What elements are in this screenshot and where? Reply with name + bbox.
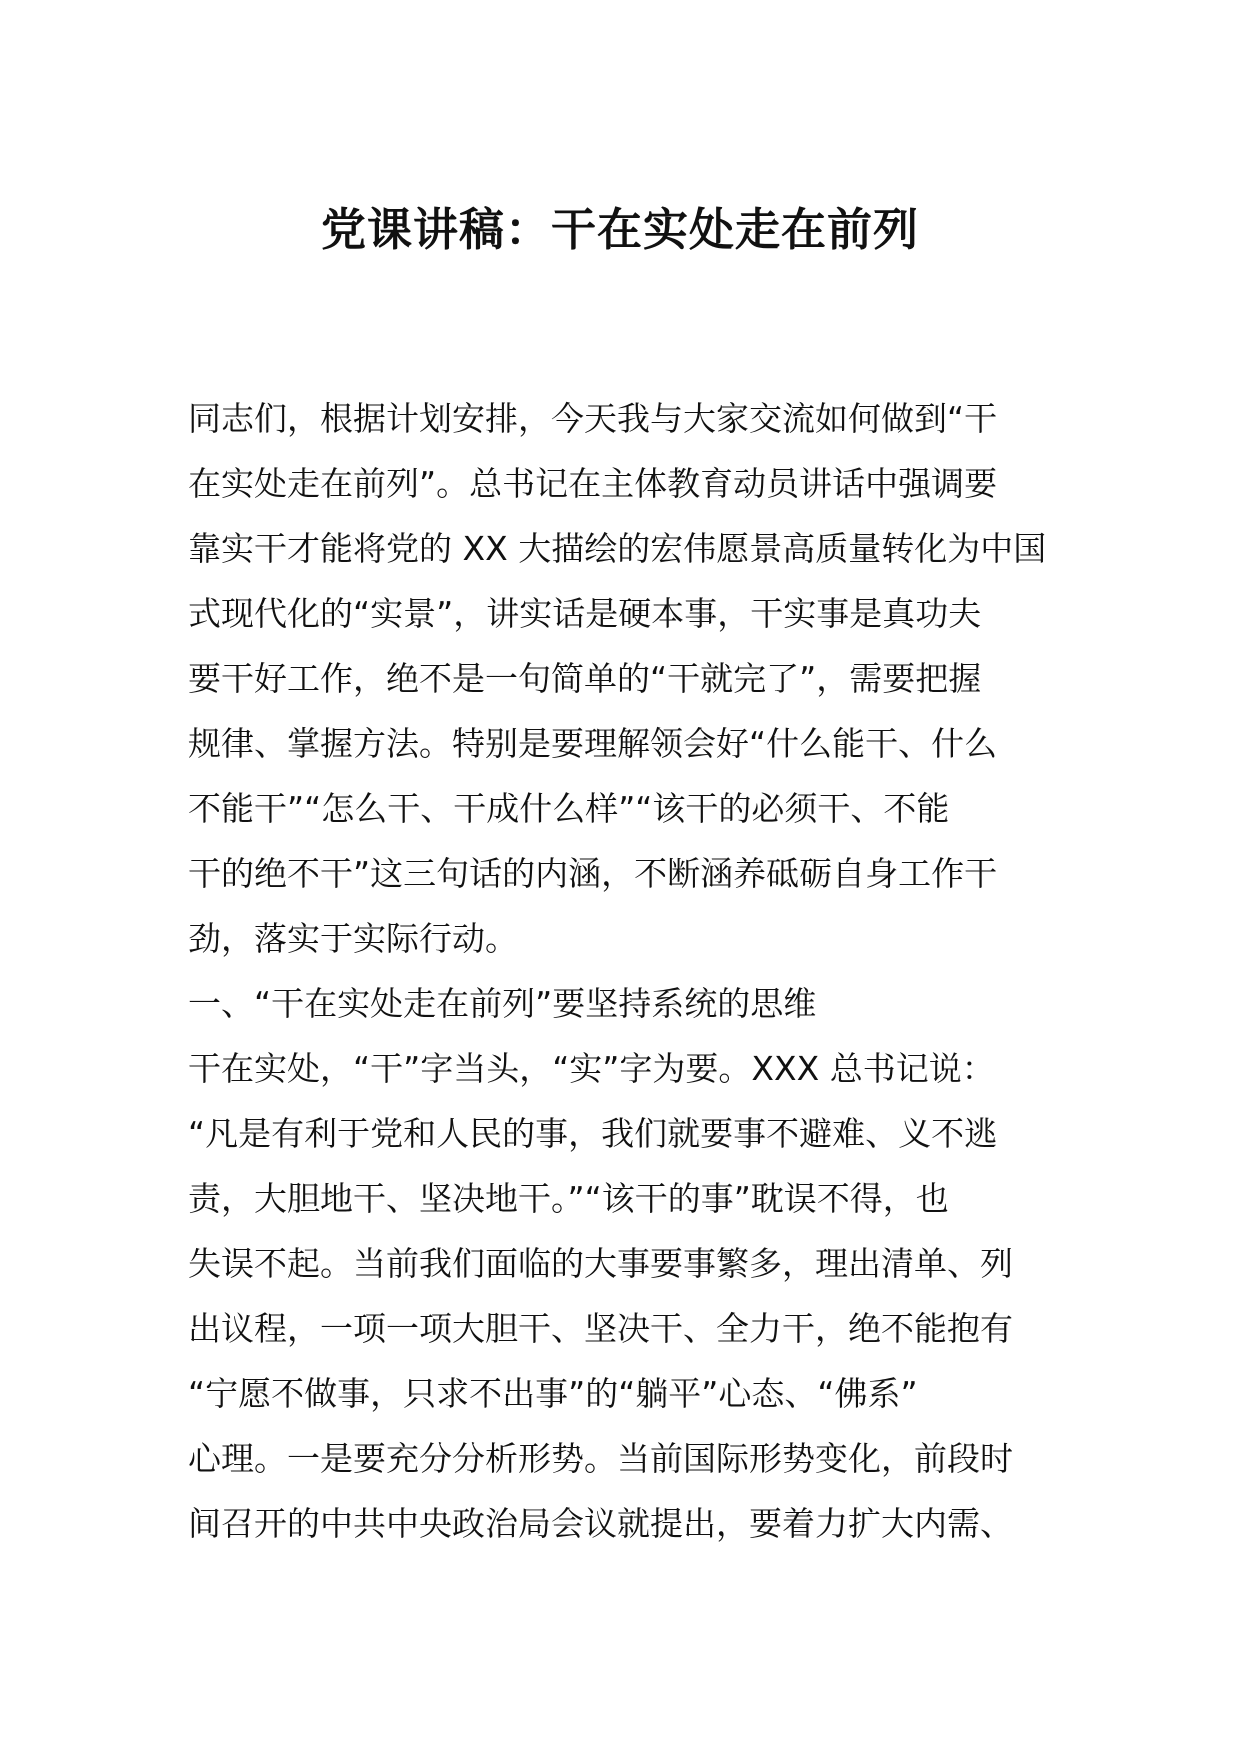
document-body xyxy=(188,386,1068,1556)
body-line: 干的绝不干”这三句话的内涵，不断涵养砥砺自身工作干 xyxy=(188,854,998,893)
body-line: 干在实处，“干”字当头，“实”字为要。XXX 总书记说： xyxy=(188,1049,995,1088)
body-line: 式现代化的“实景”，讲实话是硬本事，干实事是真功夫 xyxy=(188,594,982,633)
body-line: 间召开的中共中央政治局会议就提出，要着力扩大内需、 xyxy=(188,1504,1013,1543)
body-line: “宁愿不做事，只求不出事”的“躺平”心态、“佛系” xyxy=(188,1374,918,1413)
body-line: 不能干”“怎么干、干成什么样”“该干的必须干、不能 xyxy=(188,789,950,828)
body-line: 责，大胆地干、坚决地干。”“该干的事”耽误不得，也 xyxy=(188,1179,949,1218)
body-line: 心理。一是要充分分析形势。当前国际形势变化，前段时 xyxy=(188,1439,1013,1478)
body-line: 劲，落实于实际行动。 xyxy=(188,919,518,958)
body-line: 要干好工作，绝不是一句简单的“干就完了”，需要把握 xyxy=(188,659,982,698)
section-heading: 一、“干在实处走在前列”要坚持系统的思维 xyxy=(188,984,817,1023)
document-title: 党课讲稿：干在实处走在前列 xyxy=(320,203,919,256)
body-line: 失误不起。当前我们面临的大事要事繁多，理出清单、列 xyxy=(188,1244,1013,1283)
body-line: “凡是有利于党和人民的事，我们就要事不避难、义不逃 xyxy=(188,1114,998,1153)
body-line: 规律、掌握方法。特别是要理解领会好“什么能干、什么 xyxy=(188,724,998,763)
body-line: 在实处走在前列”。总书记在主体教育动员讲话中强调要 xyxy=(188,464,998,503)
body-line: 同志们，根据计划安排，今天我与大家交流如何做到“干 xyxy=(188,399,998,438)
body-line: 靠实干才能将党的 XX 大描绘的宏伟愿景高质量转化为中国 xyxy=(188,529,1047,568)
body-line: 出议程，一项一项大胆干、坚决干、全力干，绝不能抱有 xyxy=(188,1309,1013,1348)
